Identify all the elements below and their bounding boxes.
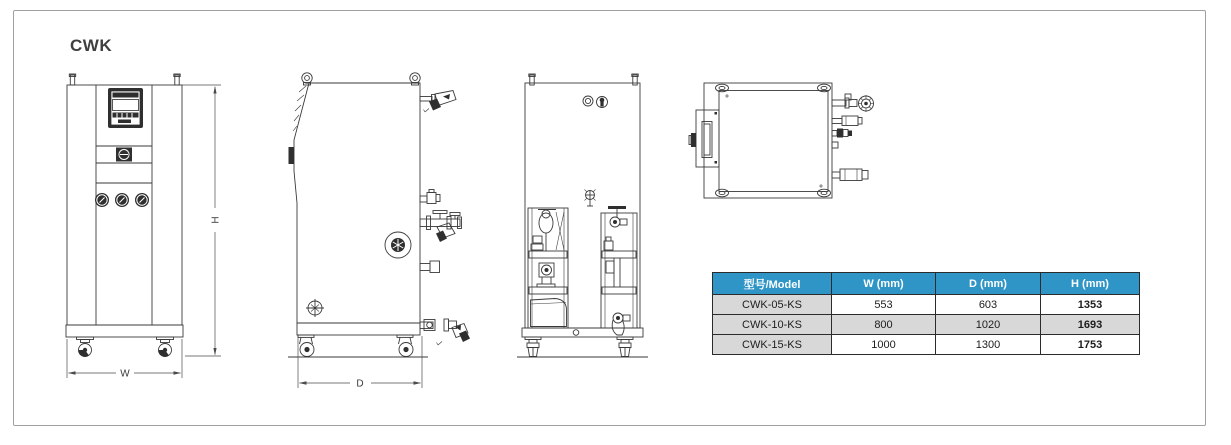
dim-label-d: D	[356, 378, 364, 390]
table-row	[713, 335, 1140, 355]
rear-view	[517, 74, 648, 357]
page-title: CWK	[70, 36, 113, 55]
fitting-small-valve	[420, 190, 440, 204]
cell-model: CWK-05-KS	[713, 295, 832, 315]
rear-right-compartment	[601, 206, 637, 335]
cell-d: 1020	[936, 315, 1041, 335]
table-row	[713, 315, 1140, 335]
cell-w: 553	[832, 295, 936, 315]
dim-width	[67, 339, 182, 380]
vent-crosshair	[306, 299, 324, 317]
cell-model: CWK-10-KS	[713, 315, 832, 335]
spec-table	[712, 272, 1140, 355]
fitting-side-port	[420, 261, 440, 273]
door-handle	[289, 147, 295, 164]
pressure-gauges	[95, 193, 149, 207]
cell-h: 1753	[1041, 335, 1140, 355]
rear-left-compartment	[528, 208, 568, 328]
lifting-slots	[716, 84, 831, 197]
main-switch	[116, 148, 132, 162]
fitting-valve-group	[420, 211, 462, 243]
fitting-top-strainer	[420, 91, 456, 113]
spec-header-row	[713, 273, 1140, 295]
control-panel	[108, 88, 143, 128]
cell-d: 603	[936, 295, 1041, 315]
cell-d: 1300	[936, 335, 1041, 355]
dim-label-h: H	[210, 216, 222, 224]
table-row	[713, 295, 1140, 315]
col-header-d: D (mm)	[936, 273, 1041, 295]
dim-depth	[298, 336, 422, 390]
top-fittings	[832, 94, 874, 181]
rear-ports	[583, 96, 608, 108]
cell-w: 800	[832, 315, 936, 335]
dim-label-w: W	[120, 368, 130, 380]
side-view	[288, 73, 470, 390]
col-header-model: 型号/Model	[713, 273, 832, 295]
dim-height	[182, 85, 222, 356]
cell-h: 1693	[1041, 315, 1140, 335]
cell-h: 1353	[1041, 295, 1140, 315]
fitting-bottom-strainer	[420, 319, 470, 345]
col-header-w: W (mm)	[832, 273, 936, 295]
cell-w: 1000	[832, 335, 936, 355]
cell-model: CWK-15-KS	[713, 335, 832, 355]
rear-valve	[585, 190, 596, 207]
col-header-h: H (mm)	[1041, 273, 1140, 295]
fan-port	[385, 232, 411, 258]
top-view	[689, 83, 874, 198]
front-view	[66, 74, 222, 380]
